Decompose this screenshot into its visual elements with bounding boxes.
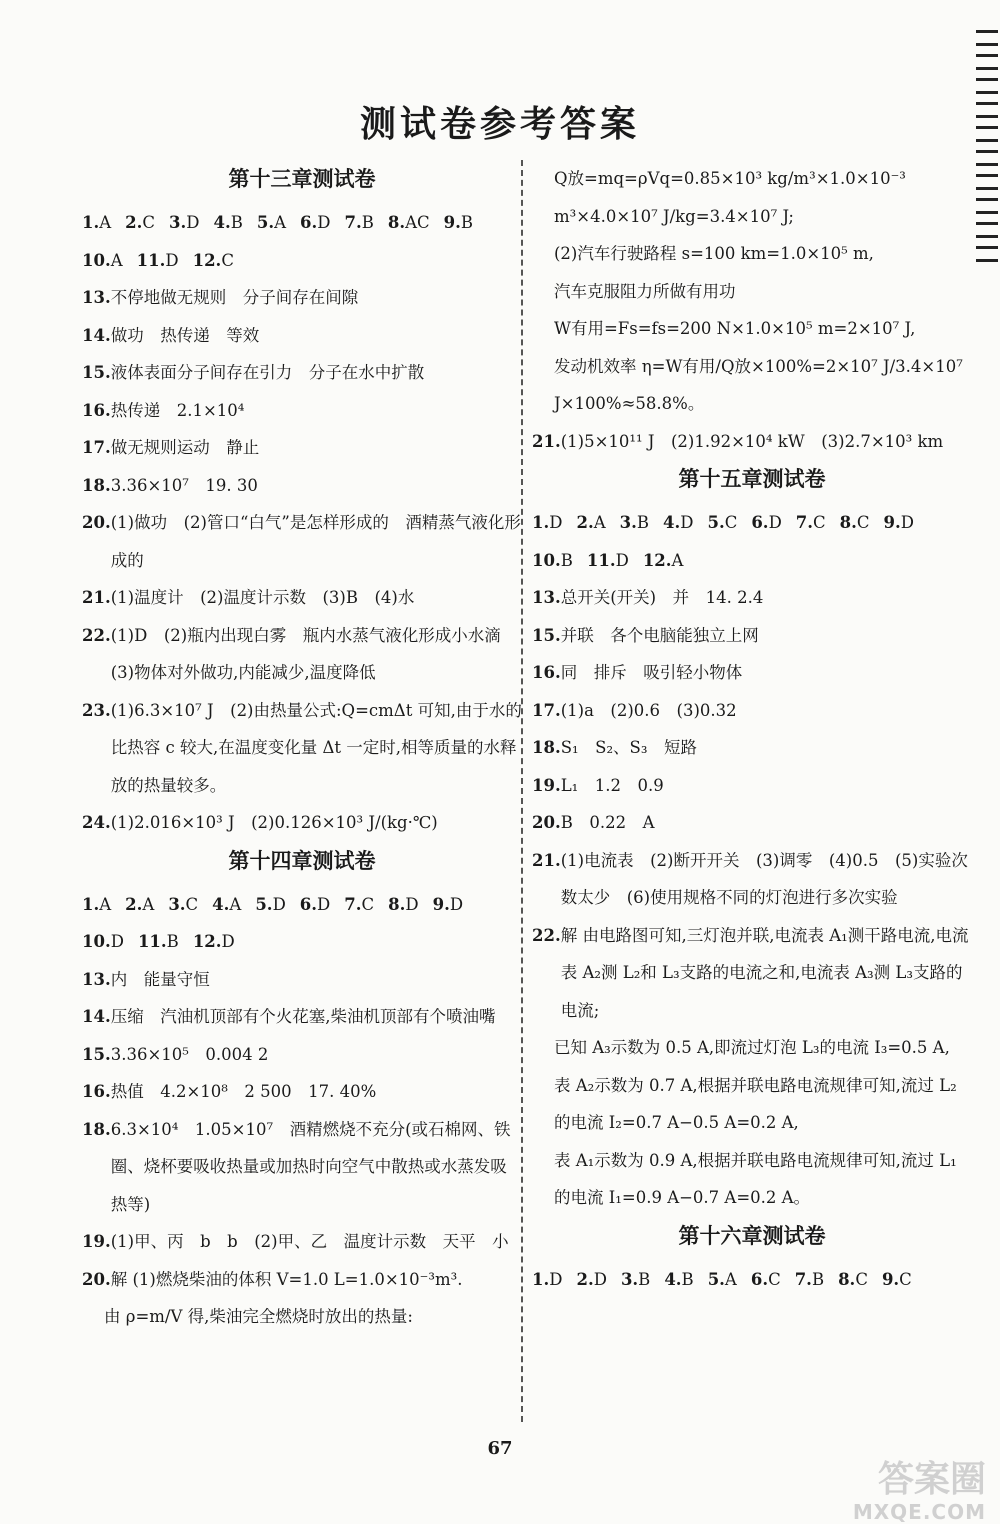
answer-list [532, 579, 972, 1029]
question-number: 15. [532, 625, 561, 645]
answer-list [82, 279, 522, 842]
question-number: 9. [432, 894, 450, 914]
answer-item [82, 961, 522, 999]
question-number: 22. [82, 625, 111, 645]
question-number: 10. [82, 250, 111, 270]
mcq-row [532, 504, 972, 542]
question-number: 6. [750, 1269, 769, 1289]
answer-item [82, 1261, 522, 1299]
mcq-answer [882, 1261, 912, 1299]
answer-choice: C [768, 1269, 781, 1289]
mcq-answer [708, 1261, 737, 1299]
answer-choice: C [221, 250, 234, 270]
section-title-ch13: 第十三章测试卷 [228, 166, 376, 191]
answer-choice: D [110, 932, 124, 951]
mcq-answer [532, 504, 562, 542]
mcq-answer [620, 504, 649, 542]
answer-item [532, 842, 972, 917]
section-title-ch16: 第十六章测试卷 [678, 1222, 826, 1248]
answer-text: (1)D (2)瓶内出现白雾 瓶内水蒸气液化形成小水滴 (3)物体对外做功,内能减少,温度降低 [110, 625, 518, 682]
answer-choice: D [186, 213, 200, 232]
answer-text: 热值 4.2×10⁸ 2 500 17. 40% [110, 1082, 377, 1101]
mcq-answer [587, 542, 629, 580]
solution-line: 已知 A₃示数为 0.5 A,即流过灯泡 L₃的电流 I₃=0.5 A, [554, 1038, 950, 1057]
mcq-answer [884, 504, 914, 542]
mcq-answer [193, 242, 234, 280]
answer-text: (1)2.016×10³ J (2)0.126×10³ J/(kg·℃) [110, 813, 438, 832]
question-number: 16. [532, 663, 561, 682]
question-number: 11. [136, 250, 166, 270]
answer-item [82, 504, 522, 579]
answer-item [532, 423, 972, 461]
edge-tab [976, 174, 998, 190]
answer-item [82, 804, 522, 842]
edge-tab [976, 246, 998, 262]
mcq-answer [664, 1261, 693, 1299]
mcq-answer [82, 204, 111, 242]
mcq-answer [532, 1261, 562, 1299]
answer-item [82, 279, 522, 317]
mcq-answer [621, 1261, 650, 1299]
mcq-answer [82, 923, 124, 961]
question-number: 12. [192, 932, 222, 951]
question-number: 9. [883, 513, 901, 532]
answer-choice: C [856, 513, 870, 532]
answer-choice: D [317, 894, 331, 914]
question-number: 1. [82, 213, 100, 232]
answer-choice: A [110, 250, 123, 270]
mcq-answer [168, 886, 198, 924]
watermark-logo [853, 1460, 986, 1524]
question-number: 23. [82, 700, 111, 720]
answer-text: 不停地做无规则 分子间存在间隙 [110, 288, 359, 307]
question-number: 7. [795, 513, 814, 532]
mcq-answer [137, 242, 179, 280]
question-number: 3. [168, 894, 186, 914]
mcq-row [532, 1261, 972, 1299]
mcq-answer [213, 204, 242, 242]
question-number: 18. [82, 1119, 111, 1139]
question-number: 13. [82, 969, 111, 989]
question-number: 7. [344, 213, 362, 232]
right-column [532, 160, 972, 1298]
mcq-answer [444, 204, 473, 242]
answer-list [82, 961, 522, 1299]
question-number: 6. [300, 213, 318, 232]
solution-line: 表 A₂示数为 0.7 A,根据并联电路电流规律可知,流过 L₂的电流 I₂=0.7 A−0.5 A=0.2 A, [554, 1075, 957, 1132]
question-number: 8. [838, 1269, 856, 1289]
page-title: 测试卷参考答案 [359, 103, 640, 145]
mcq-row [532, 542, 972, 580]
answer-text: 液体表面分子间存在引力 分子在水中扩散 [110, 363, 425, 382]
answer-choice: B [638, 1269, 651, 1289]
mcq-answer [388, 886, 418, 924]
mcq-answer [643, 542, 684, 580]
question-number: 20. [532, 813, 561, 832]
answer-continuation: 由 ρ=m/V 得,柴油完全燃烧时放出的热量: [104, 1307, 413, 1326]
answer-text: 做无规则运动 静止 [110, 438, 260, 457]
answer-choice: C [142, 213, 156, 232]
answer-text: 做功 热传递 等效 [110, 325, 260, 345]
mcq-answer [796, 504, 826, 542]
answer-item [532, 917, 972, 1030]
mcq-answer [82, 242, 123, 280]
continued-solution [532, 160, 972, 423]
answer-choice: D [272, 894, 286, 914]
mcq-answer [300, 886, 330, 924]
mcq-answer [840, 504, 870, 542]
solution-line: 发动机效率 η=W有用/Q放×100%=2×10⁷ J/3.4×10⁷ J×100%≈58.8%。 [554, 356, 969, 413]
mcq-answer [795, 1261, 824, 1299]
mcq-answer [255, 886, 285, 924]
answer-text: 并联 各个电脑能独立上网 [560, 625, 759, 645]
mcq-answer [193, 923, 235, 961]
question-number: 19. [82, 1232, 111, 1251]
question-number: 6. [751, 513, 769, 532]
answer-text: (1)电流表 (2)断开开关 (3)调零 (4)0.5 (5)实验次数太少 (6)使用规格不同的灯泡进行多次实验 [560, 850, 968, 907]
mcq-answer [344, 204, 373, 242]
answer-item [82, 354, 522, 392]
question-number: 8. [839, 513, 857, 532]
answer-choice: D [900, 513, 914, 532]
answer-text: 解 (1)燃烧柴油的体积 V=1.0 L=1.0×10⁻³m³. [110, 1269, 463, 1289]
answer-item [532, 617, 972, 655]
answer-text: 热传递 2.1×10⁴ [110, 400, 245, 420]
question-number: 5. [256, 213, 275, 232]
answer-text: 3.36×10⁷ 19. 30 [110, 475, 258, 495]
answer-choice: B [636, 513, 649, 532]
question-number: 2. [125, 894, 143, 914]
mcq-answer [663, 504, 693, 542]
answer-text: (1)a (2)0.6 (3)0.32 [560, 700, 737, 720]
question-number: 6. [299, 894, 318, 914]
question-number: 7. [344, 894, 362, 914]
question-number: 16. [82, 400, 111, 420]
question-number: 5. [255, 894, 273, 914]
question-number: 3. [169, 213, 187, 232]
answer-text: 同 排斥 吸引轻小物体 [560, 663, 743, 682]
mcq-row [82, 886, 522, 924]
answer-text: (1)做功 (2)管口“白气”是怎样形成的 酒精蒸气液化形成的 [110, 513, 521, 570]
solution-line: 表 A₁示数为 0.9 A,根据并联电路电流规律可知,流过 L₁的电流 I₁=0.9 A−0.7 A=0.2 A。 [554, 1150, 957, 1207]
question-number: 18. [532, 738, 561, 757]
answer-item [82, 429, 522, 467]
question-number: 2. [576, 513, 594, 532]
answer-item [532, 579, 972, 617]
answer-choice: D [615, 550, 629, 570]
mcq-row [82, 204, 522, 242]
mcq-answer [125, 886, 154, 924]
question-number: 4. [212, 894, 230, 914]
answer-choice: C [185, 894, 199, 914]
question-number: 21. [532, 850, 561, 870]
answer-item [82, 1036, 522, 1074]
answer-choice: D [405, 894, 419, 914]
answer-choice: B [811, 1269, 825, 1289]
answer-choice: A [142, 894, 155, 914]
answer-choice: C [813, 513, 826, 532]
answer-text: 总开关(开关) 并 14. 2.4 [560, 588, 764, 607]
answer-choice: D [680, 513, 694, 532]
question-number: 4. [663, 513, 681, 532]
answer-choice: A [671, 550, 684, 570]
answer-choice: D [165, 250, 179, 270]
answer-choice: D [317, 213, 331, 232]
mcq-answer [300, 204, 330, 242]
mcq-answer [82, 886, 111, 924]
edge-tab [976, 198, 998, 214]
answer-text: (1)温度计 (2)温度计示数 (3)B (4)水 [110, 588, 415, 607]
mcq-answer [576, 1261, 606, 1299]
question-number: 18. [82, 475, 111, 495]
solution-line: 汽车克服阻力所做有用功 [554, 281, 736, 301]
mcq-answer [344, 886, 374, 924]
left-column [82, 160, 522, 1336]
mcq-answer [751, 1261, 781, 1299]
answer-choice: A [593, 513, 606, 532]
answer-choice: D [221, 932, 235, 951]
answer-item [82, 998, 522, 1036]
question-number: 22. [532, 925, 561, 945]
answer-item [532, 804, 972, 842]
mcq-answer [212, 886, 241, 924]
answer-item [82, 579, 522, 617]
question-number: 1. [532, 513, 550, 532]
solution-continuation [532, 1029, 972, 1217]
answer-choice: A [274, 213, 287, 232]
answer-choice: D [768, 513, 782, 532]
question-number: 14. [82, 1007, 111, 1026]
question-number: 2. [125, 213, 143, 232]
question-number: 15. [82, 363, 111, 382]
answer-item [82, 692, 522, 805]
answer-choice: A [724, 1269, 737, 1289]
answer-text: (1)6.3×10⁷ J (2)由热量公式:Q=cmΔt 可知,由于水的比热容 c 较大,在温度变化量 Δt 一定时,相等质量的水释放的热量较多。 [110, 700, 522, 795]
question-number: 13. [82, 288, 111, 307]
answer-list [532, 423, 972, 461]
mcq-answer [138, 923, 179, 961]
edge-tab [976, 78, 998, 94]
answer-choice: C [724, 513, 738, 532]
answer-text: L₁ 1.2 0.9 [560, 775, 664, 795]
solution-line: (2)汽车行驶路程 s=100 km=1.0×10⁵ m, [554, 244, 874, 263]
mcq-answer [532, 542, 573, 580]
answer-choice: B [681, 1269, 694, 1289]
question-number: 12. [642, 550, 672, 570]
edge-tab [976, 54, 998, 70]
edge-tab [976, 150, 998, 166]
answer-item [82, 1073, 522, 1111]
solution-line: Q放=mq=ρVq=0.85×10³ kg/m³×1.0×10⁻³ m³×4.0×10⁷ J/kg=3.4×10⁷ J; [554, 169, 912, 226]
question-number: 14. [82, 325, 111, 345]
answer-text: 内 能量守恒 [110, 969, 210, 989]
question-number: 1. [82, 894, 100, 914]
answer-choice: B [361, 213, 374, 232]
answer-item [532, 654, 972, 692]
mcq-answer [707, 504, 737, 542]
answer-item [532, 729, 972, 767]
question-number: 8. [387, 213, 406, 232]
question-number: 20. [82, 513, 111, 532]
question-number: 17. [532, 700, 561, 720]
section-title-ch14: 第十四章测试卷 [228, 847, 376, 873]
question-number: 21. [82, 588, 111, 607]
question-number: 1. [532, 1269, 550, 1289]
question-number: 11. [137, 932, 167, 951]
answer-choice: B [230, 213, 243, 232]
answer-choice: B [166, 932, 179, 951]
question-number: 5. [707, 1269, 725, 1289]
question-number: 9. [443, 213, 461, 232]
mcq-answer [388, 204, 430, 242]
watermark-text: 答案圈 [877, 1459, 986, 1500]
question-number: 13. [532, 588, 561, 607]
watermark-url: MXQE.COM [852, 1500, 986, 1524]
question-number: 12. [192, 250, 222, 270]
question-number: 10. [82, 932, 111, 951]
answer-text: B 0.22 A [560, 813, 655, 832]
answer-text: 3.36×10⁵ 0.004 2 [110, 1044, 269, 1064]
answer-choice: D [593, 1269, 607, 1289]
question-number: 19. [532, 775, 561, 795]
mcq-answer [169, 204, 199, 242]
question-number: 8. [388, 894, 406, 914]
mcq-answer [125, 204, 155, 242]
answer-choice: A [229, 894, 242, 914]
mcq-answer [257, 204, 286, 242]
mcq-answer [751, 504, 781, 542]
question-number: 15. [82, 1044, 111, 1064]
question-number: 24. [82, 813, 111, 832]
edge-tab [976, 222, 998, 238]
question-number: 4. [213, 213, 231, 232]
answer-item [82, 1111, 522, 1224]
question-number: 3. [620, 1269, 639, 1289]
answer-choice: C [855, 1269, 868, 1289]
mcq-answer [838, 1261, 868, 1299]
question-number: 17. [82, 438, 111, 457]
answer-choice: A [99, 894, 112, 914]
answer-choice: C [361, 894, 375, 914]
question-number: 7. [794, 1269, 812, 1289]
question-number: 5. [707, 513, 725, 532]
answer-item [82, 467, 522, 505]
answer-item [82, 392, 522, 430]
section-title-ch15: 第十五章测试卷 [678, 466, 826, 491]
page-number: 67 [487, 1438, 513, 1459]
mcq-row [82, 242, 522, 280]
answer-item [532, 767, 972, 805]
question-number: 16. [82, 1082, 111, 1101]
answer-text: 6.3×10⁴ 1.05×10⁷ 酒精燃烧不充分(或石棉网、铁圈、烧杯要吸收热量或加热时向空气中散热或水蒸发吸热等) [110, 1119, 511, 1214]
answer-text: 压缩 汽油机顶部有个火花塞,柴油机顶部有个喷油嘴 [110, 1007, 496, 1026]
answer-item [82, 317, 522, 355]
answer-text: S₁ S₂、S₃ 短路 [560, 738, 697, 757]
answer-choice: D [549, 1269, 563, 1289]
answer-choice: D [549, 513, 563, 532]
question-number: 3. [619, 513, 637, 532]
answer-choice: B [560, 550, 573, 570]
edge-tab [976, 30, 998, 46]
answer-choice: A [99, 213, 112, 232]
answer-choice: D [449, 894, 464, 914]
mcq-answer [576, 504, 605, 542]
answer-choice: C [899, 1269, 912, 1289]
question-number: 10. [532, 550, 561, 570]
answer-item [82, 617, 522, 692]
answer-text: (1)甲、丙 b b (2)甲、乙 温度计示数 天平 小 [110, 1232, 509, 1251]
mcq-row [82, 923, 522, 961]
question-number: 9. [881, 1269, 900, 1289]
answer-item [532, 692, 972, 730]
solution-line: W有用=Fs=fs=200 N×1.0×10⁵ m=2×10⁷ J, [554, 319, 916, 338]
answer-item [82, 1223, 522, 1261]
mcq-answer [433, 886, 463, 924]
question-number: 11. [586, 550, 616, 570]
question-number: 2. [576, 1269, 594, 1289]
answer-text: (1)5×10¹¹ J (2)1.92×10⁴ kW (3)2.7×10³ km [560, 431, 944, 451]
question-number: 20. [82, 1269, 111, 1289]
answer-text: 解 由电路图可知,三灯泡并联,电流表 A₁测干路电流,电流表 A₂测 L₂和 L₃支路的电流之和,电流表 A₃测 L₃支路的电流; [560, 925, 969, 1020]
answer-choice: AC [405, 213, 430, 232]
question-number: 21. [532, 431, 561, 451]
question-number: 4. [664, 1269, 682, 1289]
answer-choice: B [460, 213, 474, 232]
